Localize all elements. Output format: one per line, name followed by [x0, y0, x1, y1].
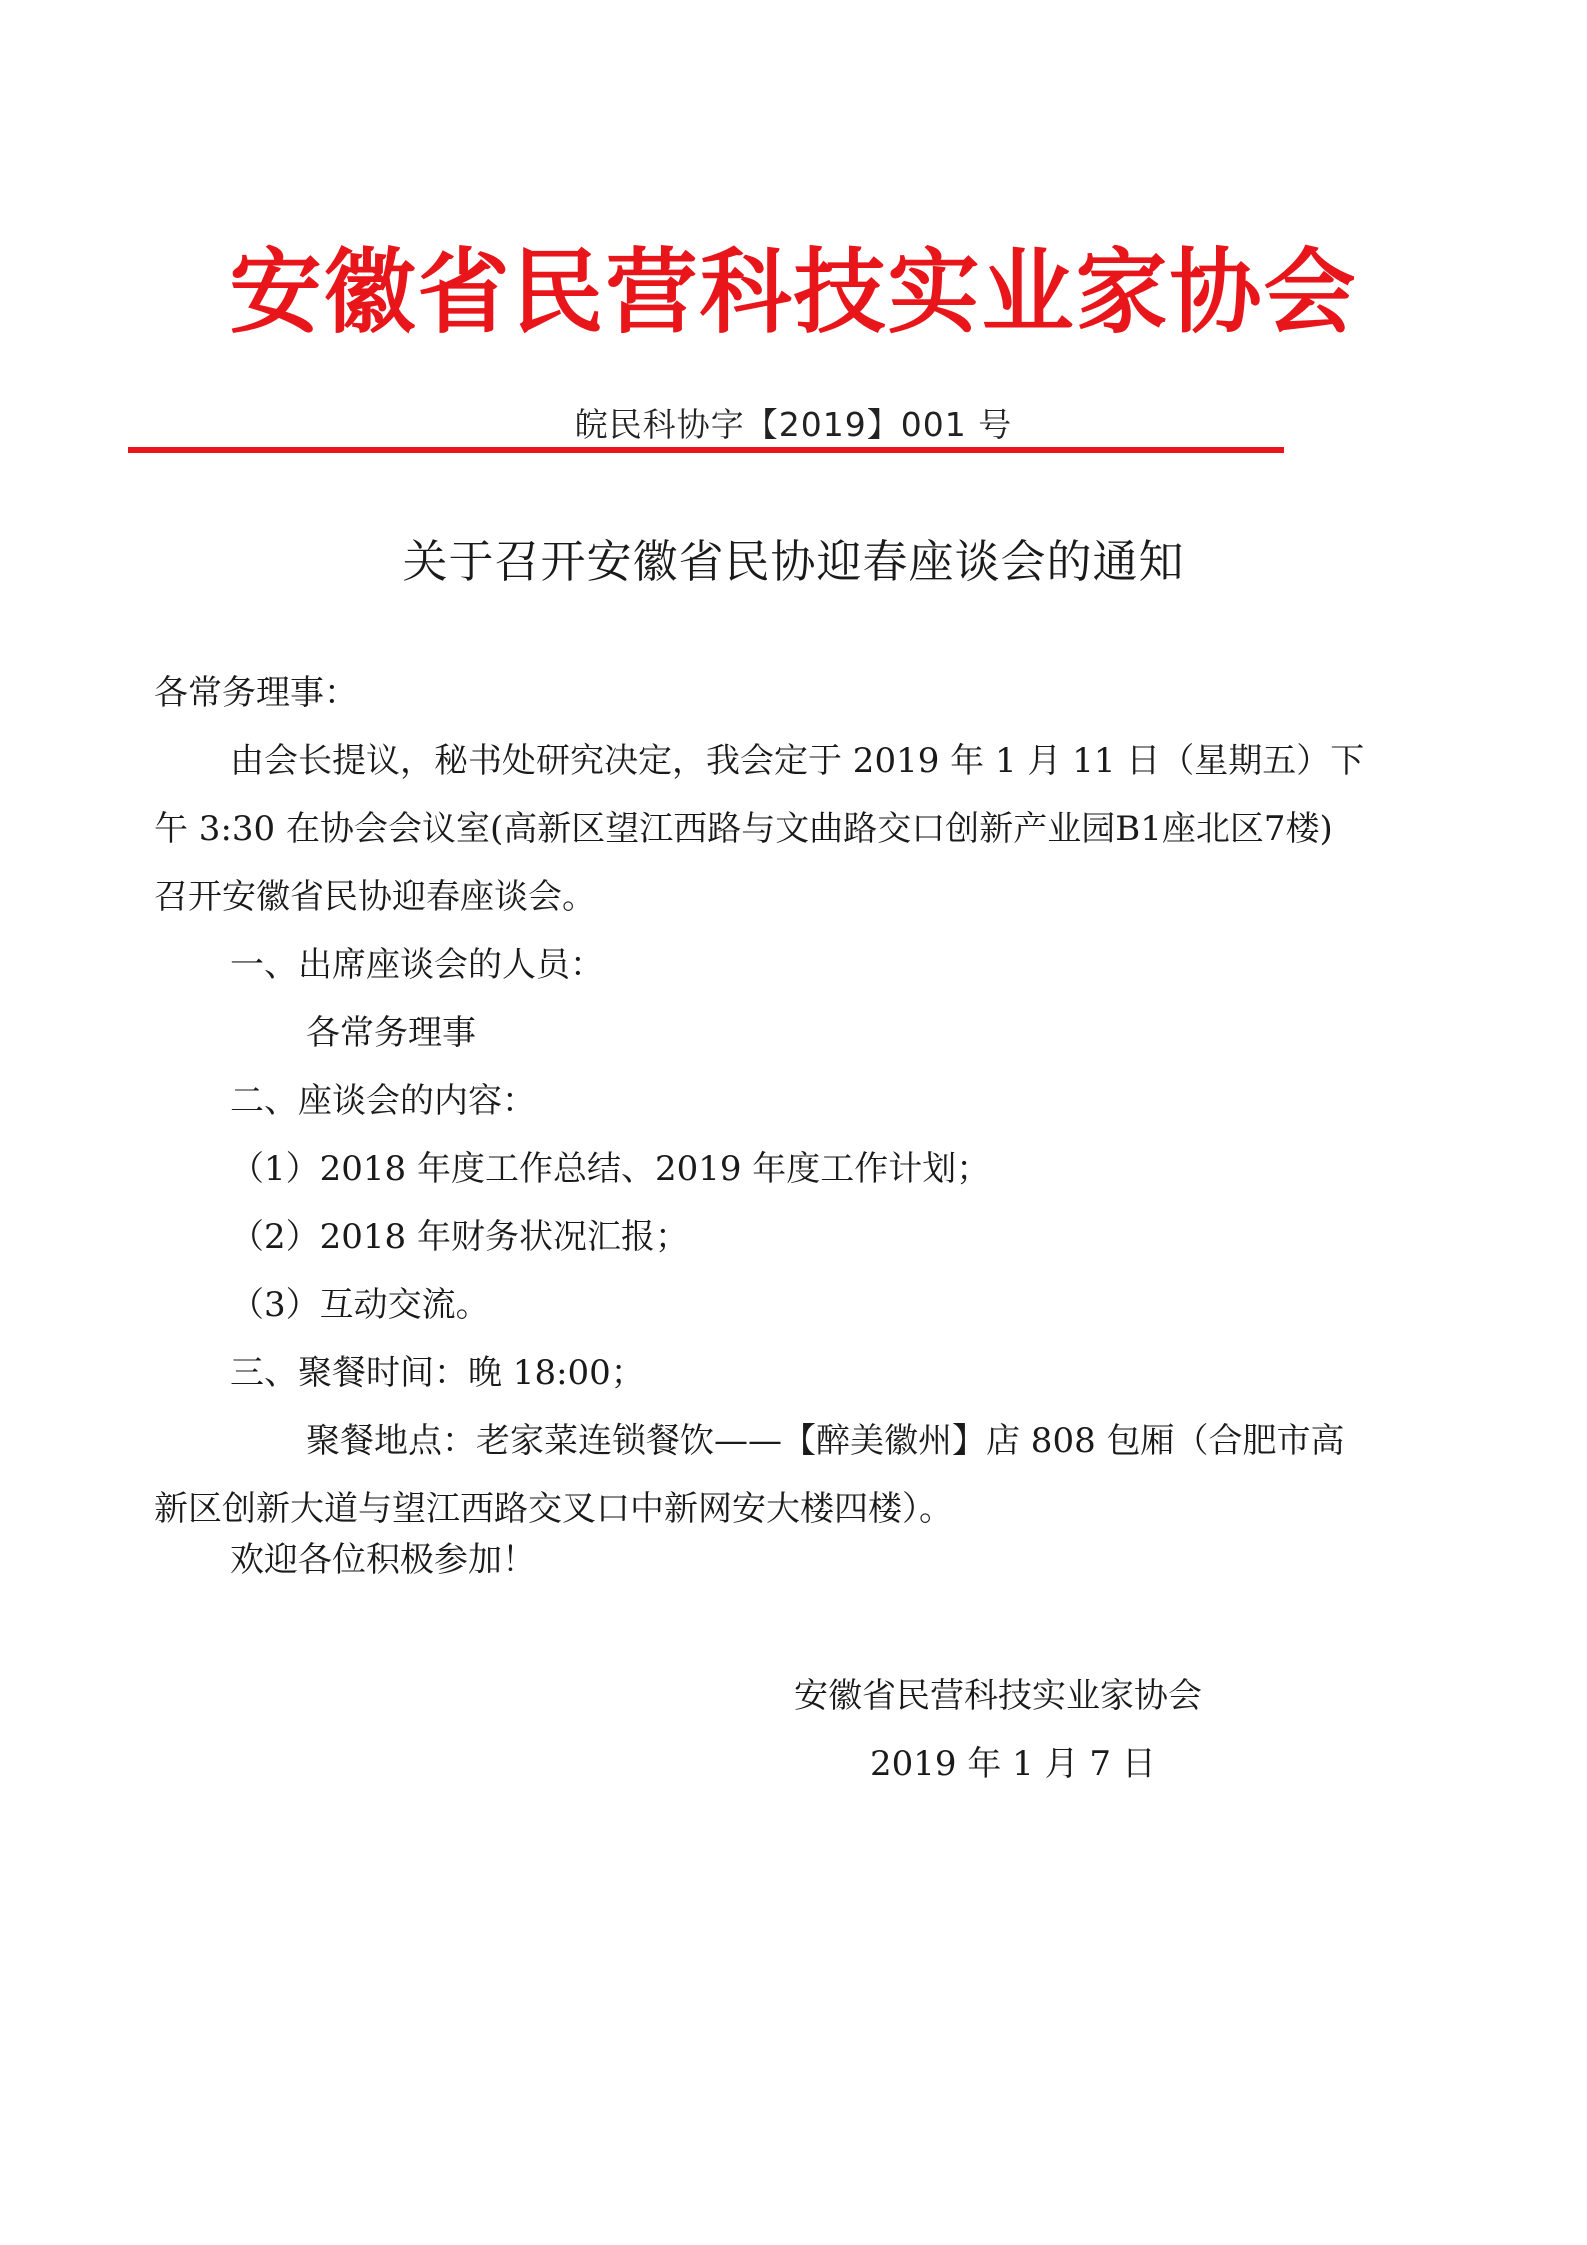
paragraph-line: 午 3:30 在协会会议室(高新区望江西路与文曲路交口创新产业园B1座北区7楼) — [154, 809, 1333, 849]
closing-line: 欢迎各位积极参加！ — [230, 1540, 536, 1580]
signature-org: 安徽省民营科技实业家协会 — [794, 1676, 1202, 1716]
document-title: 关于召开安徽省民协迎春座谈会的通知 — [402, 535, 1185, 588]
venue-line: 新区创新大道与望江西路交叉口中新网安大楼四楼）。 — [154, 1489, 953, 1529]
paragraph-line: 由会长提议，秘书处研究决定，我会定于 2019 年 1 月 11 日（星期五）下 — [230, 741, 1365, 781]
notice-body — [154, 663, 1444, 1563]
venue-line: 聚餐地点：老家菜连锁餐饮——【醉美徽州】店 808 包厢（合肥市高 — [306, 1421, 1345, 1461]
paragraph-line: 召开安徽省民协迎春座谈会。 — [154, 877, 596, 917]
attendee-item: 各常务理事 — [306, 1013, 476, 1053]
salutation: 各常务理事： — [154, 673, 358, 713]
signature-date: 2019 年 1 月 7 日 — [870, 1744, 1156, 1784]
content-item: （1）2018 年度工作总结、2019 年度工作计划； — [230, 1149, 991, 1189]
red-divider-rule — [128, 447, 1284, 453]
content-item: （3）互动交流。 — [230, 1285, 490, 1325]
section-heading-attendees: 一、出席座谈会的人员： — [230, 945, 604, 985]
document-number: 皖民科协字【2019】001 号 — [574, 405, 1013, 444]
section-heading-content: 二、座谈会的内容： — [230, 1081, 536, 1121]
content-item: （2）2018 年财务状况汇报； — [230, 1217, 689, 1257]
org-name-header: 安徽省民营科技实业家协会 — [229, 238, 1358, 346]
section-heading-dinner-time: 三、聚餐时间：晚 18:00； — [230, 1353, 645, 1393]
